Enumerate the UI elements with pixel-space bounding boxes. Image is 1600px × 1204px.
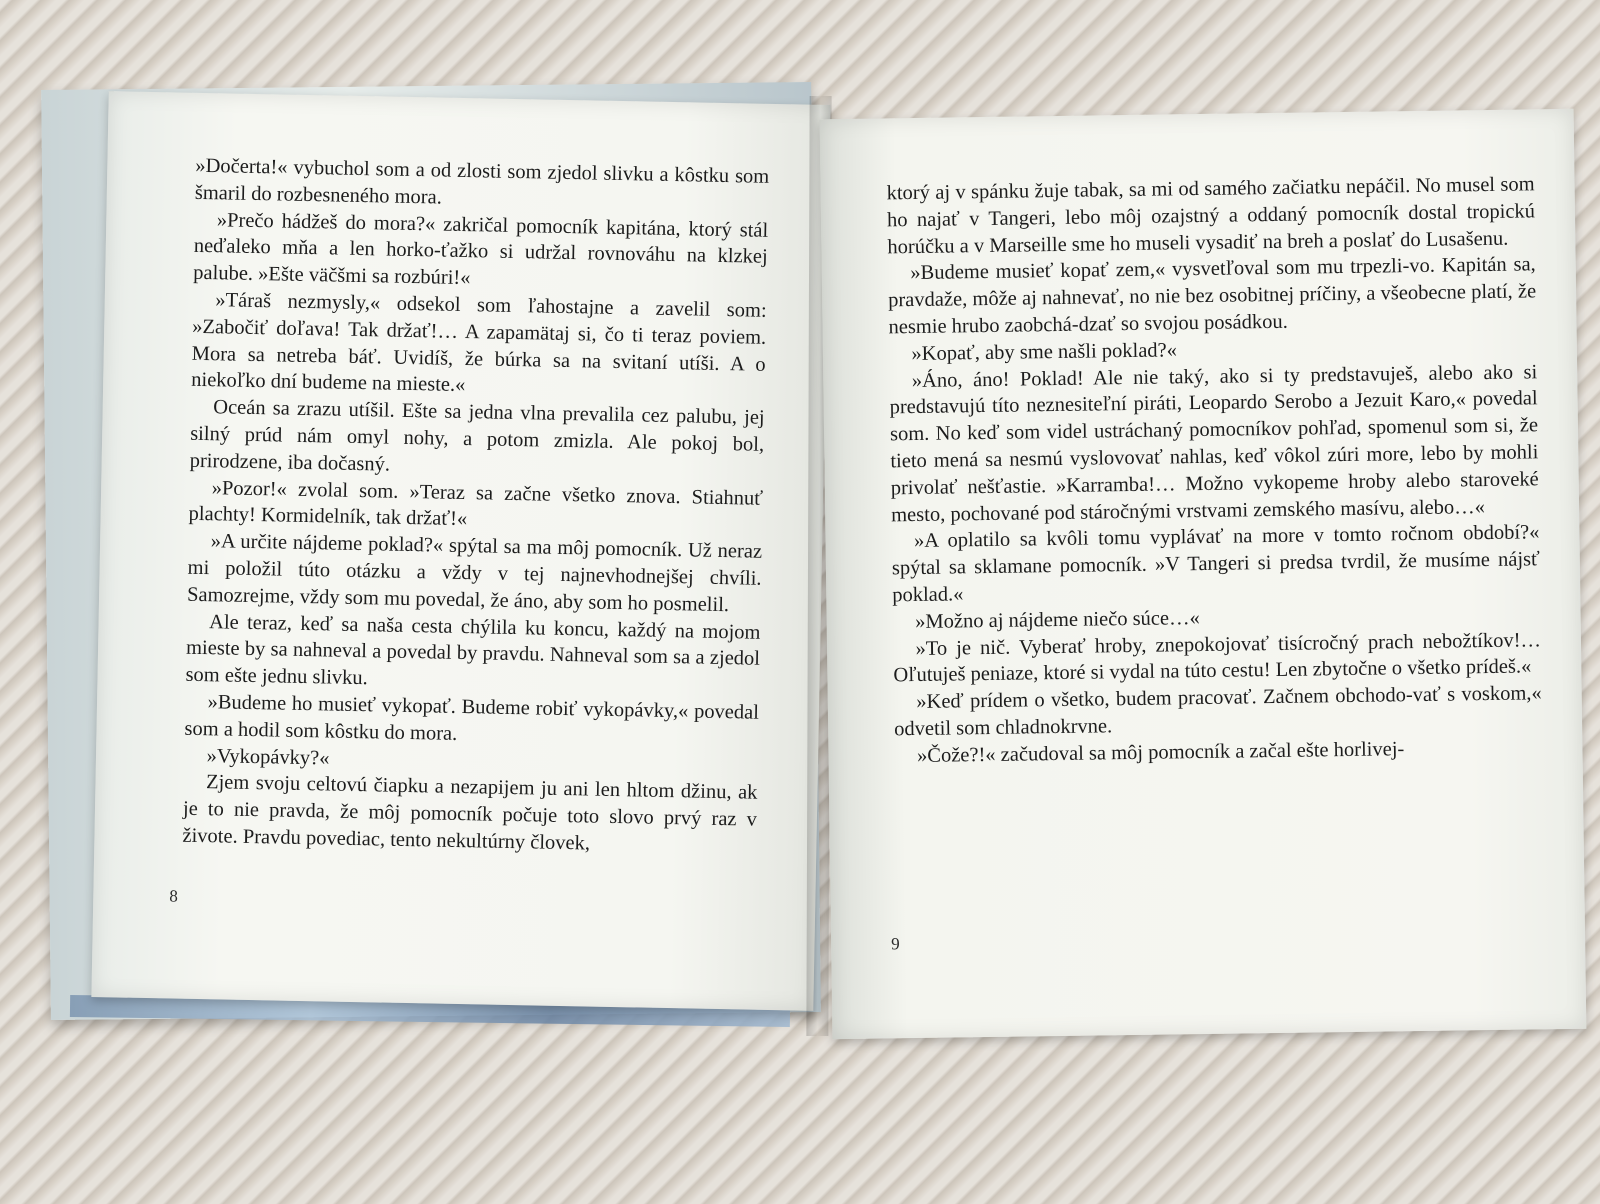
paragraph: »To je nič. Vyberať hroby, znepokojovať tisícročný prach nebožtíkov!… Oľutuješ peniaze, ktoré si vydal na túto cestu! Len zbytočne o všetko prídeš.« <box>893 628 1542 687</box>
paragraph: »Pozor!« zvolal som. »Teraz sa začne všetko znova. Stiahnuť plachty! Kormidelník, tak držať!« <box>188 476 764 531</box>
paragraph: »Prečo hádžeš do mora?« zakričal pomocník kapitána, ktorý stál neďaleko mňa a len horko-ťažko si udržal rovnováhu na klzkej palube. »Ešte väčšmi sa rozbúri!« <box>193 208 769 290</box>
paragraph: »A určite nájdeme poklad?« spýtal sa ma môj pomocník. Už neraz mi položil túto otázku a vždy v tej najnevhodnejšej chvíli. Samozrejme, vždy som mu povedal, že áno, aby som ho posmelil. <box>186 530 763 616</box>
paragraph: »Keď prídem o všetko, budem pracovať. Začnem obchodo-vať s voskom,« odvetil som chladnokrvne. <box>893 682 1542 741</box>
left-page <box>91 91 830 1011</box>
paragraph: Zjem svoju celtovú čiapku a nezapijem ju ani len hltom džinu, ak je to nie pravda, že môj pomocník počuje toto slovo prvý raz v živote. Pravdu povediac, tento nekultúrny človek, <box>182 771 758 855</box>
page-number: 8 <box>169 886 179 906</box>
paragraph: ktorý aj v spánku žuje tabak, sa mi od samého začiatku nepáčil. No musel som ho najať v Tangeri, lebo môj ozajstný a oddaný pomocník dostal tropickú horúčku a v Marseille sme ho museli vysadiť na breh a poslať do Lusašenu. <box>886 173 1536 258</box>
paragraph: Ale teraz, keď sa naša cesta chýlila ku koncu, každý na mojom mieste by sa nahneval a povedal by pravdu. Nahneval som sa a zjedol som ešte jednu slivku. <box>185 610 761 690</box>
paragraph: »A oplatilo sa kvôli tomu vyplávať na more v tomto ročnom období?« spýtal sa sklamane pomocník. »V Tangeri si predsa tvrdil, že musíme nájsť poklad.« <box>891 521 1540 607</box>
paragraph: »Áno, áno! Poklad! Ale nie taký, ako si ty predstavuješ, alebo ako si predstavujú títo neznesiteľní piráti, Leopardo Serobo a Jezuit Karo,« povedal som. No keď som videl ustráchaný pomocníkov pohľad, spomenul som si, že tieto mená sa nesmú vyslovovať nahlas, keď vôkol zúri more, lebo by mohli privolať nešťastie. »Karramba!… Možno vykopeme hroby alebo staroveké mesto, pochované pod stáročnými vrstvami zemského masívu, alebo…« <box>889 360 1539 526</box>
paragraph: »Táraš nezmysly,« odsekol som ľahostajne a zavelil som: »Zabočiť doľava! Tak držať!… A zapamätaj si, čo ti teraz poviem. Mora sa netreba báť. Uvidíš, že búrka sa na svitaní utíši. A o niekoľko dní budeme na mieste.« <box>191 289 767 397</box>
paragraph: »Vykopávky?« <box>206 744 330 770</box>
page-number: 9 <box>891 934 900 954</box>
paragraph: »Budeme ho musieť vykopať. Budeme robiť vykopávky,« povedal som a hodil som kôstku do mora. <box>184 691 760 745</box>
paragraph: Oceán sa zrazu utíšil. Ešte sa jedna vlna prevalila cez palubu, jej silný prúd nám omyl nohy, a potom zmizla. Ale pokoj bol, prirodzene, iba dočasný. <box>189 396 765 476</box>
paragraph: »Budeme musieť kopať zem,« vysvetľoval som mu trpezli-vo. Kapitán sa, pravdaže, môže aj nahnevať, no nie bez osobitnej príčiny, a všeobecne platí, že nesmie hrubo zaobchá-dzať so svojou posádkou. <box>887 253 1537 339</box>
right-page-text <box>886 171 1542 770</box>
paragraph: »Čože?!« začudoval sa môj pomocník a začal ešte horlivej- <box>916 737 1405 767</box>
paragraph: »Dočerta!« vybuchol som a od zlosti som zjedol slivku a kôstku som šmaril do rozbesneného mora. <box>194 154 770 209</box>
paragraph: »Možno aj nájdeme niečo súce…« <box>915 606 1200 633</box>
paragraph: »Kopať, aby sme našli poklad?« <box>911 339 1178 365</box>
left-page-text <box>182 153 769 861</box>
right-page <box>820 109 1587 1039</box>
